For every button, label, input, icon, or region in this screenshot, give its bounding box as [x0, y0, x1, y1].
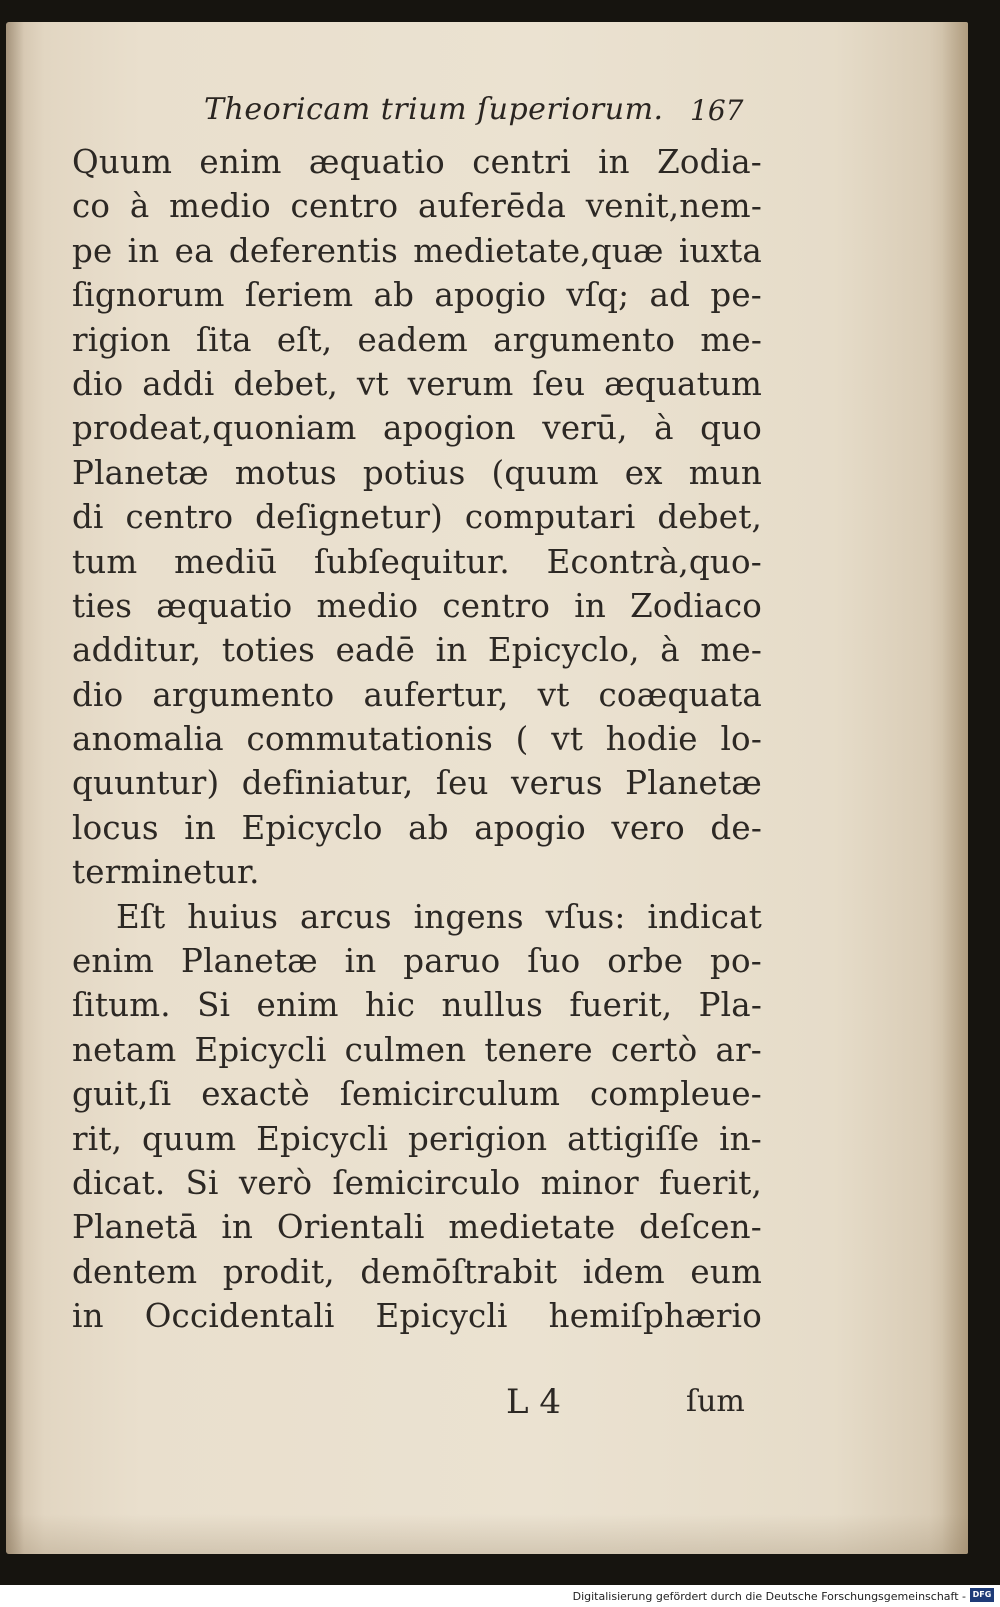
- text-line: co à medio centro auferēda venit,nem-: [72, 187, 762, 226]
- text-line: rigion ſita eſt, eadem argumento me-: [72, 320, 762, 359]
- text-line: di centro deſignetur) computari debet,: [72, 498, 762, 537]
- text-line: dicat. Si verò ſemicirculo minor fuerit,: [72, 1163, 762, 1202]
- signature-mark: L 4: [506, 1382, 562, 1422]
- text-line: dentem prodit, demōſtrabit idem eum: [72, 1252, 762, 1291]
- text-line: prodeat,quoniam apogion verū, à quo: [72, 409, 762, 448]
- spine-shadow: [6, 22, 24, 1554]
- text-line: dio argumento aufertur, vt coæquata: [72, 675, 762, 714]
- text-line: quuntur) definiatur, ſeu verus Planetæ: [72, 764, 762, 803]
- text-line: rit, quum Epicycli perigion attigiſſe in-: [72, 1119, 762, 1158]
- text-line: additur, toties eadē in Epicyclo, à me-: [72, 631, 762, 670]
- text-line: ſitum. Si enim hic nullus fuerit, Pla-: [72, 986, 762, 1025]
- book-page: [6, 22, 968, 1554]
- text-line: netam Epicycli culmen tenere certò ar-: [72, 1030, 762, 1069]
- text-line: ties æquatio medio centro in Zodiaco: [72, 586, 762, 625]
- text-line: in Occidentali Epicycli hemiſphærio: [72, 1297, 762, 1336]
- text-block: [72, 140, 762, 1339]
- text-line: locus in Epicyclo ab apogio vero de-: [72, 808, 762, 847]
- text-line: Quum enim æquatio centri in Zodia-: [72, 143, 762, 181]
- text-line: terminetur.: [72, 853, 260, 892]
- digitization-credit: Digitalisierung gefördert durch die Deutsche Forschungsgemeinschaft -: [572, 1590, 966, 1603]
- text-line: anomalia commutationis ( vt hodie lo-: [72, 720, 762, 759]
- text-line: ſignorum ſeriem ab apogio vſq; ad pe-: [72, 276, 762, 315]
- text-line: Eſt huius arcus ingens vſus: indicat: [116, 897, 762, 936]
- text-line: pe in ea deferentis medietate,quæ iuxta: [72, 231, 762, 270]
- text-line: Planetæ motus potius (quum ex mun: [72, 453, 762, 492]
- running-head: Theoricam trium ſuperiorum.: [204, 92, 664, 127]
- text-line: dio addi debet, vt verum ſeu æquatum: [72, 364, 762, 403]
- folio-number: 167: [690, 94, 744, 127]
- page-edge: [942, 22, 968, 1554]
- dfg-logo-icon: DFG: [970, 1588, 994, 1602]
- page-bottom-shading: [6, 1514, 968, 1554]
- text-line: enim Planetæ in paruo ſuo orbe po-: [72, 942, 762, 981]
- text-line: tum mediū ſubſequitur. Econtrà,quo-: [72, 542, 762, 581]
- catchword: ſum: [686, 1384, 745, 1419]
- text-line: Planetā in Orientali medietate deſcen-: [72, 1208, 762, 1247]
- text-line: guit,ſi exactè ſemicirculum compleue-: [72, 1075, 762, 1114]
